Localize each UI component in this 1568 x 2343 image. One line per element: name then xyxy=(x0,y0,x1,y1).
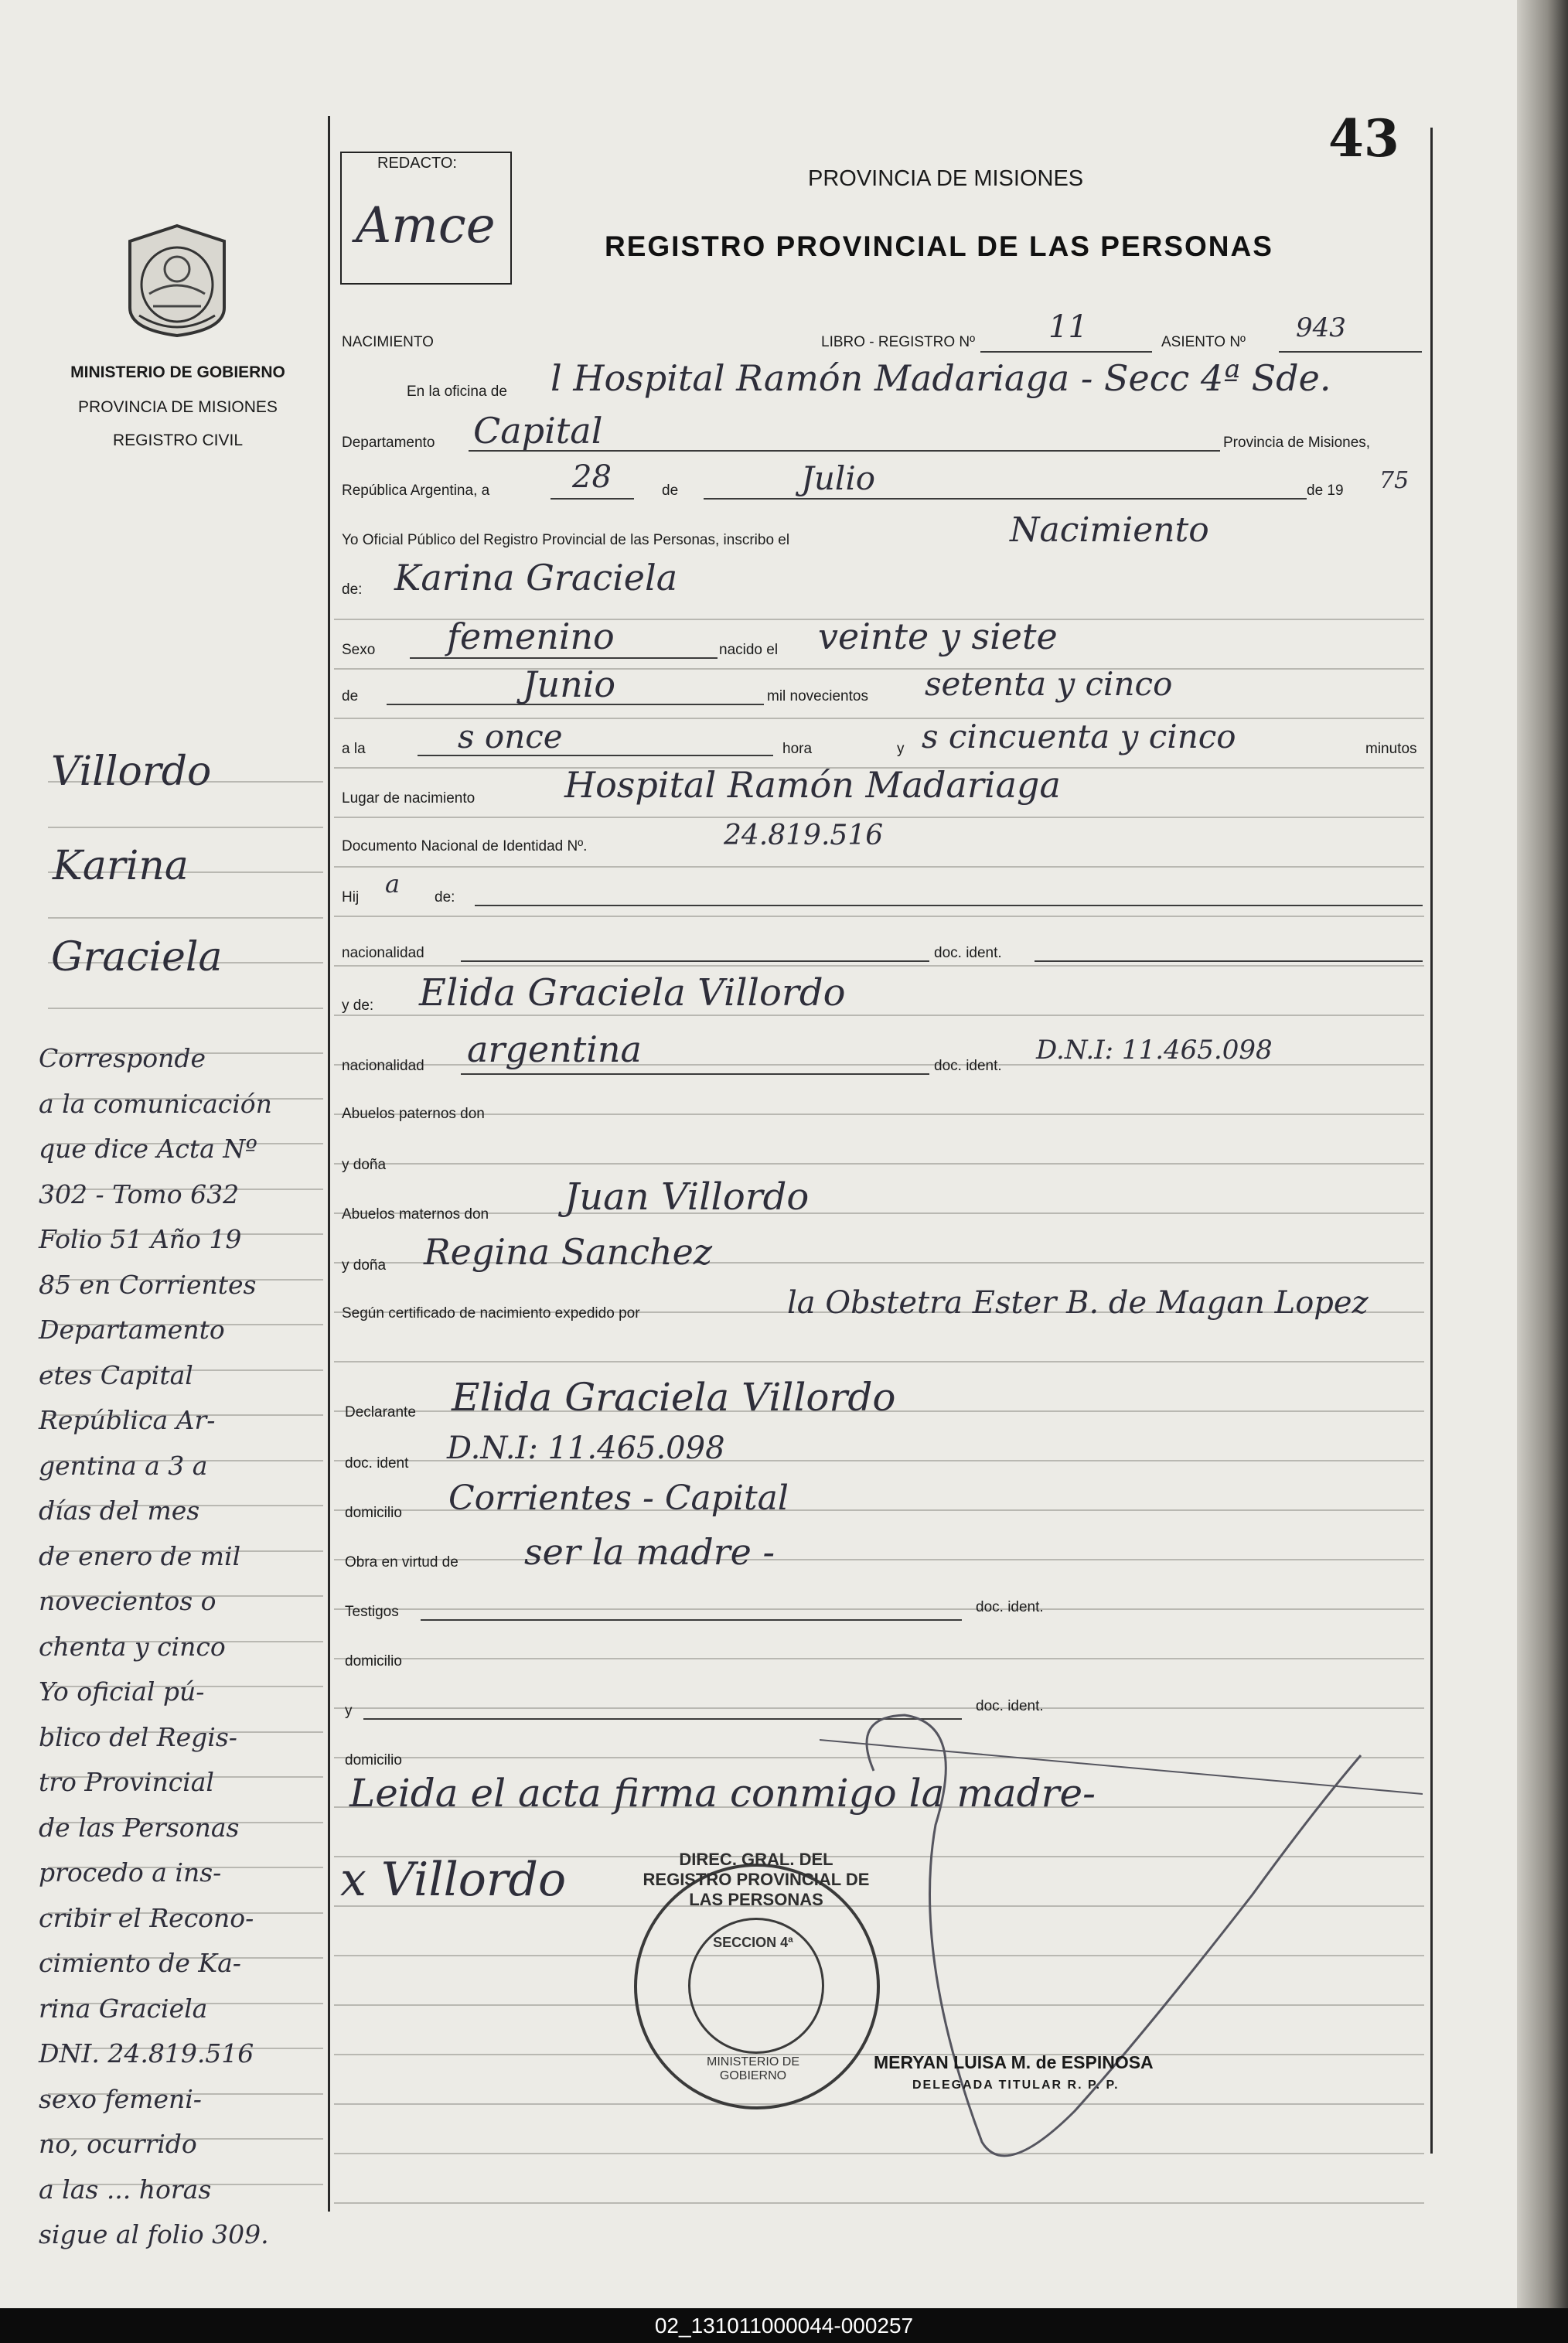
label-de-nombre: de: xyxy=(342,581,363,598)
guide-line xyxy=(334,866,1424,868)
guide-line xyxy=(334,1608,1424,1610)
label-sexo: Sexo xyxy=(342,642,376,658)
margin-note-line: gentina a 3 a xyxy=(39,1450,208,1481)
guide-line xyxy=(334,2202,1424,2204)
margin-note-line: Corresponde xyxy=(39,1043,206,1073)
mes-nac-value: Junio xyxy=(523,663,616,705)
province-title: PROVINCIA DE MISIONES xyxy=(808,166,1084,191)
sexo-underline xyxy=(410,657,718,659)
margin-note-line: DNI. 24.819.516 xyxy=(39,2038,254,2068)
page-edge-shadow xyxy=(1517,0,1568,2308)
margin-note-line: a las ... horas xyxy=(39,2174,212,2205)
label-nacionalidad-madre: nacionalidad xyxy=(342,1058,424,1074)
departamento-value: Capital xyxy=(473,410,603,452)
mes-underline xyxy=(704,498,1307,500)
label-de-mes: de xyxy=(662,483,679,499)
dia-value: 28 xyxy=(572,459,612,495)
margin-note-line: novecientos o xyxy=(39,1586,216,1616)
guide-line xyxy=(334,1658,1424,1659)
margin-note-line: 302 - Tomo 632 xyxy=(39,1178,240,1209)
margin-note-line: de enero de mil xyxy=(39,1540,241,1571)
nombre-value: Karina Graciela xyxy=(394,557,678,599)
closing-statement: Leida el acta firma conmigo la madre- xyxy=(349,1771,1096,1816)
ministry-crest-icon xyxy=(122,223,232,339)
ministry-province: PROVINCIA DE MISIONES xyxy=(78,398,278,416)
nacionalidad-padre-underline xyxy=(461,960,929,962)
doc-declarante-value: D.N.I: 11.465.098 xyxy=(447,1431,725,1466)
margin-note-line: cribir el Recono- xyxy=(39,1902,254,1933)
label-minutos: minutos xyxy=(1365,741,1417,757)
margin-note-line: que dice Acta Nº xyxy=(39,1134,257,1164)
nacionalidad-madre-value: argentina xyxy=(467,1028,642,1070)
label-obra-en-virtud: Obra en virtud de xyxy=(345,1554,458,1571)
label-domicilio-testigo2: domicilio xyxy=(345,1752,402,1768)
left-margin-rule xyxy=(328,116,330,2212)
label-de-padre: de: xyxy=(435,889,455,905)
label-hij: Hij xyxy=(342,889,360,905)
registry-title: REGISTRO PROVINCIAL DE LAS PERSONAS xyxy=(605,230,1273,262)
libro-underline xyxy=(980,351,1152,353)
anio-value: 75 xyxy=(1379,467,1409,494)
mes-value: Julio xyxy=(801,459,876,497)
margin-note xyxy=(39,1036,325,2258)
label-de-anio: de 19 xyxy=(1307,483,1344,499)
label-inscribo: Yo Oficial Público del Registro Provincial de las Personas, inscribo el xyxy=(342,532,790,548)
label-hora-s: hora xyxy=(782,741,813,757)
oficina-value: l Hospital Ramón Madariaga - Secc 4ª Sde. xyxy=(551,357,1331,399)
declarante-value: Elida Graciela Villordo xyxy=(452,1375,896,1420)
label-doc-ident-testigo1: doc. ident. xyxy=(976,1599,1044,1615)
abuelo-materno-value: Juan Villordo xyxy=(564,1175,810,1219)
fecha-nac-value: veinte y siete xyxy=(818,616,1058,657)
guide-line xyxy=(334,1114,1424,1115)
testigos-underline xyxy=(421,1619,962,1621)
domicilio-declarante-value: Corrientes - Capital xyxy=(448,1478,789,1518)
right-margin-rule xyxy=(1430,128,1433,2154)
margin-surname: Villordo xyxy=(51,749,212,795)
label-declarante: Declarante xyxy=(345,1404,416,1420)
margin-note-line: blico del Regis- xyxy=(39,1721,237,1752)
margin-guide-line xyxy=(48,917,323,919)
label-abuelos-maternos: Abuelos maternos don xyxy=(342,1206,489,1223)
margin-note-line: procedo a ins- xyxy=(39,1857,222,1888)
label-abuelos-paternos: Abuelos paternos don xyxy=(342,1106,485,1122)
guide-line xyxy=(334,965,1424,967)
margin-guide-line xyxy=(48,827,323,828)
label-republica: República Argentina, a xyxy=(342,483,490,499)
margin-note-line: tro Provincial xyxy=(39,1767,214,1797)
seal-section: SECCION 4ª xyxy=(713,1935,793,1950)
madre-value: Elida Graciela Villordo xyxy=(419,971,846,1015)
margin-note-line: etes Capital xyxy=(39,1359,193,1390)
signature-scribble-icon xyxy=(820,1709,1423,2188)
label-a-la-s: a la xyxy=(342,741,366,757)
label-domicilio-declarante: domicilio xyxy=(345,1505,402,1521)
padre-underline xyxy=(475,905,1423,906)
certificado-value: la Obstetra Ester B. de Magan Lopez xyxy=(787,1285,1369,1321)
label-y-testigo2: y xyxy=(345,1703,353,1719)
label-provincia-misiones: Provincia de Misiones, xyxy=(1223,435,1371,451)
guide-line xyxy=(334,1015,1424,1016)
label-departamento: Departamento xyxy=(342,435,435,451)
label-oficina: En la oficina de xyxy=(407,384,507,400)
asiento-underline xyxy=(1279,351,1422,353)
margin-note-line: Departamento xyxy=(39,1315,225,1345)
margin-note-line: a la comunicación xyxy=(39,1088,272,1119)
redacto-label: REDACTO: xyxy=(377,155,457,172)
label-de-mes-nac: de xyxy=(342,688,359,704)
label-domicilio-testigo1: domicilio xyxy=(345,1653,402,1669)
hora-value: s once xyxy=(458,718,563,755)
guide-line xyxy=(334,1163,1424,1165)
label-y-dona-materna: y doña xyxy=(342,1257,387,1274)
page-number: 43 xyxy=(1328,108,1399,169)
label-y-de-madre: y de: xyxy=(342,998,374,1014)
margin-note-line: chenta y cinco xyxy=(39,1631,226,1662)
label-y: y xyxy=(897,741,905,757)
label-lugar-nacimiento: Lugar de nacimiento xyxy=(342,790,476,807)
label-y-dona-paterna: y doña xyxy=(342,1157,387,1173)
margin-middle-name: Graciela xyxy=(51,934,223,981)
doc-madre-value: D.N.I: 11.465.098 xyxy=(1036,1035,1273,1066)
anio-nac-value: setenta y cinco xyxy=(925,665,1173,703)
margin-note-line: de las Personas xyxy=(39,1812,240,1843)
hij-suffix: a xyxy=(385,869,401,899)
doc-padre-underline xyxy=(1035,960,1423,962)
seal-ministry: MINISTERIO DE GOBIERNO xyxy=(706,2055,799,2082)
guide-line xyxy=(334,668,1424,670)
delegate-title: DELEGADA TITULAR R. P. P. xyxy=(912,2079,1120,2092)
guide-line xyxy=(334,1559,1424,1560)
margin-note-line: sigue al folio 309. xyxy=(39,2219,269,2249)
minutos-value: s cincuenta y cinco xyxy=(922,718,1236,755)
label-libro-registro: LIBRO - REGISTRO Nº xyxy=(821,334,976,350)
abuela-materna-value: Regina Sanchez xyxy=(424,1231,713,1273)
label-doc-ident-declarante: doc. ident xyxy=(345,1455,409,1472)
margin-note-line: Yo oficial pú- xyxy=(39,1676,205,1707)
margin-note-line: días del mes xyxy=(39,1495,200,1526)
label-segun-certificado: Según certificado de nacimiento expedido por xyxy=(342,1305,640,1322)
margin-first-name: Karina xyxy=(53,843,189,889)
obra-value: ser la madre - xyxy=(524,1531,775,1573)
ministry-name: MINISTERIO DE GOBIERNO xyxy=(70,363,285,381)
margin-guide-line xyxy=(48,1008,323,1009)
label-doc-ident-testigo2: doc. ident. xyxy=(976,1698,1044,1714)
margin-note-line: Folio 51 Año 19 xyxy=(39,1224,242,1254)
seal-ring-text: DIREC. GRAL. DEL REGISTRO PROVINCIAL DE LAS PERSONAS xyxy=(643,1850,870,1909)
dni-value: 24.819.516 xyxy=(724,820,884,851)
label-nacido-el: nacido el xyxy=(719,642,779,658)
margin-note-line: cimiento de Ka- xyxy=(39,1948,241,1978)
sexo-value: femenino xyxy=(447,616,615,657)
handwritten-signature: x Villordo xyxy=(340,1853,567,1907)
image-id-footer: 02_131011000044-000257 xyxy=(0,2308,1568,2343)
margin-note-line: República Ar- xyxy=(39,1405,216,1435)
margin-note-line: no, ocurrido xyxy=(39,2129,197,2159)
label-dni: Documento Nacional de Identidad Nº. xyxy=(342,838,588,854)
libro-value: 11 xyxy=(1048,309,1088,345)
dia-underline xyxy=(551,498,634,500)
redacto-initials: Amce xyxy=(356,197,496,254)
label-mil-novecientos: mil novecientos xyxy=(767,688,868,704)
label-testigos: Testigos xyxy=(345,1604,399,1620)
delegate-name: MERYAN LUISA M. de ESPINOSA xyxy=(874,2052,1154,2072)
asiento-value: 943 xyxy=(1296,312,1346,343)
label-doc-ident-madre: doc. ident. xyxy=(934,1058,1002,1074)
margin-note-line: 85 en Corrientes xyxy=(39,1269,257,1300)
margin-note-line: rina Graciela xyxy=(39,1993,208,2024)
label-doc-ident-padre: doc. ident. xyxy=(934,945,1002,961)
guide-line xyxy=(334,916,1424,917)
margin-note-line: sexo femeni- xyxy=(39,2083,202,2114)
civil-registry-label: REGISTRO CIVIL xyxy=(112,431,244,449)
guide-line xyxy=(334,1212,1424,1214)
acto-value: Nacimiento xyxy=(1010,510,1209,550)
label-asiento: ASIENTO Nº xyxy=(1161,334,1246,350)
guide-line xyxy=(334,1361,1424,1362)
guide-line xyxy=(334,817,1424,818)
lugar-value: Hospital Ramón Madariaga xyxy=(564,764,1061,806)
nacionalidad-madre-underline xyxy=(461,1073,929,1075)
label-nacionalidad-padre: nacionalidad xyxy=(342,945,424,961)
label-nacimiento: NACIMIENTO xyxy=(342,334,434,350)
